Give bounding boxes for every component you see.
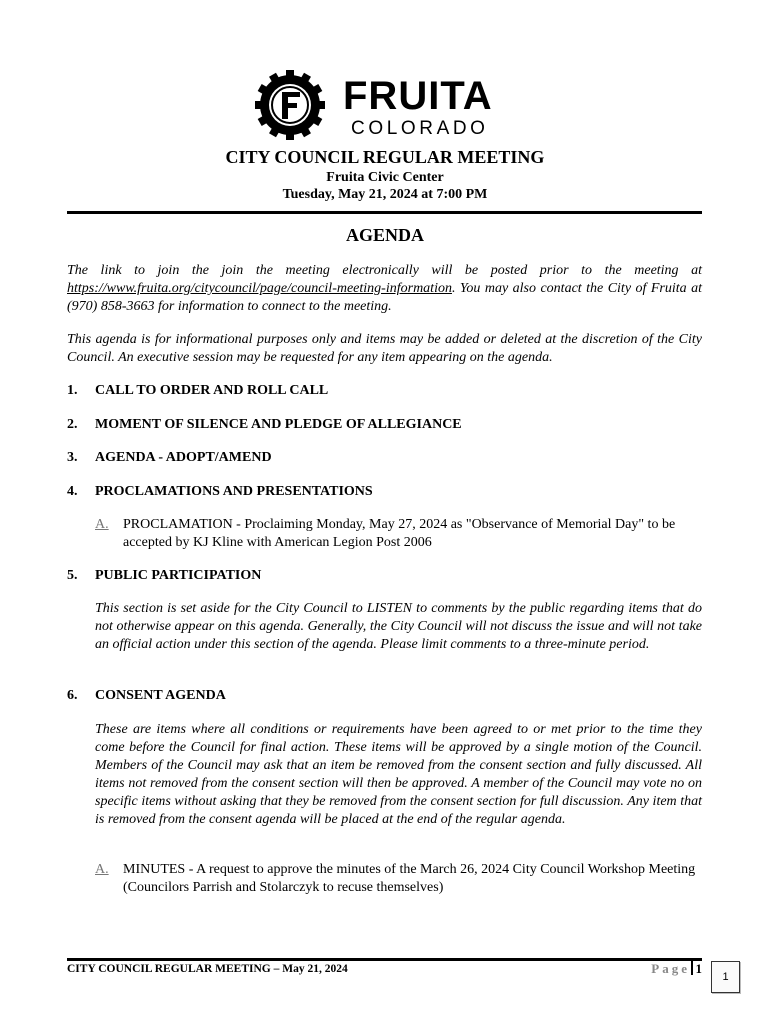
gear-logo-icon	[255, 70, 325, 140]
item-label: PROCLAMATIONS AND PRESENTATIONS	[95, 484, 373, 499]
intro-paragraph-disclaimer: This agenda is for informational purposes only and items may be added or deleted at the discretion of the City Council. An executive session may be requested for any item appearing on the agenda.	[67, 332, 702, 365]
subitem-letter-link[interactable]: A.	[95, 862, 109, 877]
meeting-datetime: Tuesday, May 21, 2024 at 7:00 PM	[282, 187, 488, 202]
consent-agenda-text: These are items where all conditions or requirements have been agreed to or met prior to the time they come before the Council for final action. These items will be approved by a single motion of the Council. Members of the Council may ask that an item be removed from the consent section and fully discussed. All items not removed from the consent section will then be approved. A member of the Council may vote no on specific items without asking that they be removed from the consent section for full discussion. Any item that is removed from the consent agenda will be placed at the end of the regular agenda.	[95, 722, 702, 827]
page-indicator-badge[interactable]: 1	[711, 961, 740, 993]
footer-title: CITY COUNCIL REGULAR MEETING – May 21, 2024	[67, 963, 348, 975]
meeting-title: CITY COUNCIL REGULAR MEETING	[225, 147, 545, 167]
page-separator	[691, 961, 693, 975]
footer-page-number	[651, 961, 702, 977]
logo-subtitle: COLORADO	[351, 118, 489, 139]
item-number: 2.	[67, 417, 78, 432]
intro-paragraph-link	[67, 262, 702, 316]
subitem-text: MINUTES - A request to approve the minutes of the March 26, 2024 City Council Workshop Meeting (Councilors Parrish and Stolarczyk to recuse themselves)	[123, 862, 696, 895]
logo-wordmark: FRUITA	[343, 74, 493, 118]
page-num: 1	[695, 961, 702, 976]
agenda-heading: AGENDA	[345, 225, 424, 245]
subitem-text: PROCLAMATION - Proclaiming Monday, May 27, 2024 as "Observance of Memorial Day" to be accepted by KJ Kline with American Legion Post 2006	[123, 517, 676, 550]
meeting-location: Fruita Civic Center	[326, 170, 444, 185]
subitem-letter-link[interactable]: A.	[95, 517, 109, 532]
item-number: 1.	[67, 383, 78, 398]
page-label: Page	[651, 961, 690, 976]
footer-divider	[67, 958, 702, 961]
header-divider	[67, 211, 702, 214]
item-label: CONSENT AGENDA	[95, 688, 226, 703]
meeting-info-link[interactable]: https://www.fruita.org/citycouncil/page/council-meeting-information	[67, 281, 452, 296]
item-number: 4.	[67, 484, 78, 499]
item-number: 5.	[67, 568, 78, 583]
item-number: 3.	[67, 450, 78, 465]
intro-text-before: The link to join the join the meeting electronically will be posted prior to the meeting at	[67, 263, 702, 278]
public-participation-text: This section is set aside for the City Council to LISTEN to comments by the public regarding items that do not otherwise appear on this agenda. Generally, the City Council will not discuss the issue and will not take an official action under this section of the agenda. Please limit comments to a three-minute period.	[95, 601, 702, 652]
intro-text-after: . You may also contact the City of Fruita at (970) 858-3663 for information to connect to the meeting.	[67, 281, 702, 314]
item-label: MOMENT OF SILENCE AND PLEDGE OF ALLEGIANCE	[95, 417, 462, 432]
fruita-logo	[255, 70, 515, 140]
item-label: CALL TO ORDER AND ROLL CALL	[95, 383, 329, 398]
item-label: AGENDA - ADOPT/AMEND	[95, 450, 272, 465]
item-number: 6.	[67, 688, 78, 703]
item-label: PUBLIC PARTICIPATION	[95, 568, 262, 583]
